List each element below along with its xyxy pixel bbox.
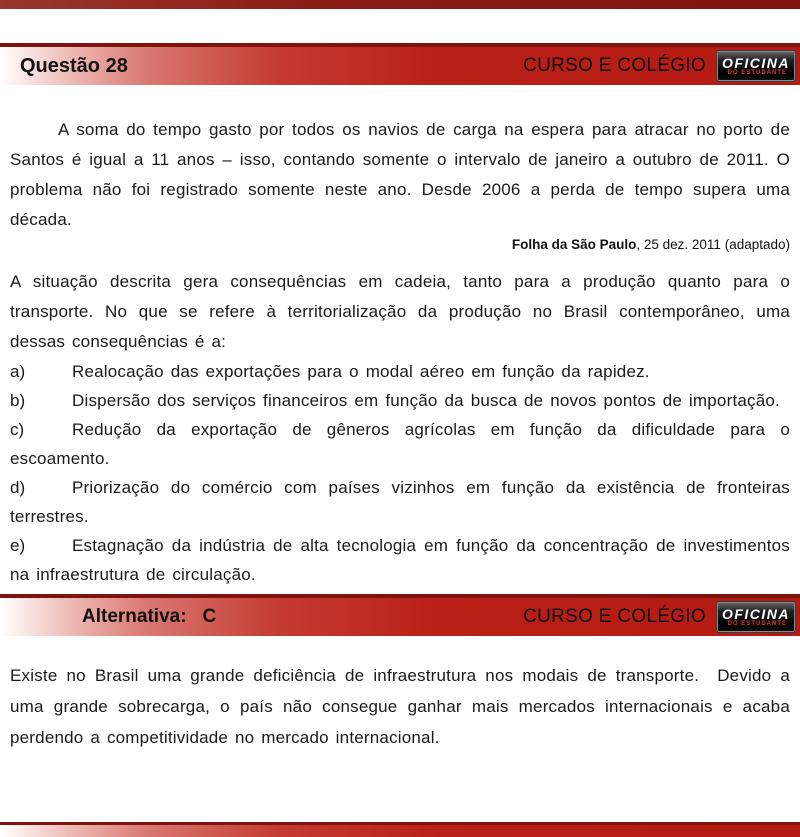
option-e [10,531,790,589]
explanation-paragraph: Existe no Brasil uma grande deficiência de infraestrutura nos modais de transporte. Devido a uma grande sobrecarga, o país não consegue ganhar mais mercados internacionais e acaba perdendo a competitividade no mercado internacional. [10,666,790,747]
question-body [0,115,800,753]
question-stem: A situação descrita gera consequências em cadeia, tanto para a produção quanto para o transporte. No que se refere à territorialização da produção no Brasil contemporâneo, uma dessas consequências é a: [10,272,790,351]
options-list [10,357,790,589]
option-d-text: Priorização do comércio com países vizinhos em função da existência de fronteiras terrestres. [10,478,790,526]
citation-source: Folha da São Paulo [511,237,637,252]
option-c [10,415,790,473]
oficina-logo [716,50,796,82]
brand-name: CURSO E COLÉGIO [523,606,706,627]
top-divider-bar [0,0,800,9]
oficina-logo-tagline: DO ESTUDANTE [727,69,787,76]
oficina-logo-wordmark: OFICINA [721,605,791,622]
option-b [10,386,790,415]
option-d [10,473,790,531]
question-header-bar [0,43,800,85]
option-b-label: b) [10,391,26,410]
answer-group [0,606,216,628]
option-a-text: Realocação das exportações para o modal aéreo em função da rapidez. [72,362,650,381]
option-a-label: a) [10,362,26,381]
answer-label: Alternativa: [82,606,187,627]
option-b-text: Dispersão dos serviços financeiros em função da busca de novos pontos de importação. [72,391,780,410]
option-a [10,357,790,386]
passage-paragraph: A soma do tempo gasto por todos os navios de carga na espera para atracar no porto de Santos é igual a 11 anos – isso, contando somente o intervalo de janeiro a outubro de 2011. O problema não foi registrado somente neste ano. Desde 2006 a perda de tempo supera uma década. [10,120,790,229]
source-citation [10,235,790,255]
answer-bar [0,594,800,636]
answer-value: C [202,606,217,627]
header-brand-group [523,50,800,82]
answer-brand-group [523,601,800,633]
citation-date: , 25 dez. 2011 (adaptado) [636,237,790,252]
option-e-text: Estagnação da indústria de alta tecnologia em função da concentração de investimentos na infraestrutura de circulação. [10,536,790,584]
option-c-label: c) [10,420,25,439]
oficina-logo-tagline: DO ESTUDANTE [727,620,787,627]
bottom-divider-bar [0,822,800,837]
option-e-label: e) [10,536,26,555]
option-c-text: Redução da exportação de gêneros agrícolas em função da dificuldade para o escoamento. [10,420,790,468]
oficina-logo-wordmark: OFICINA [721,54,791,71]
option-d-label: d) [10,478,26,497]
brand-name: CURSO E COLÉGIO [523,55,706,76]
question-number: Questão 28 [20,54,128,77]
oficina-logo [716,601,796,633]
